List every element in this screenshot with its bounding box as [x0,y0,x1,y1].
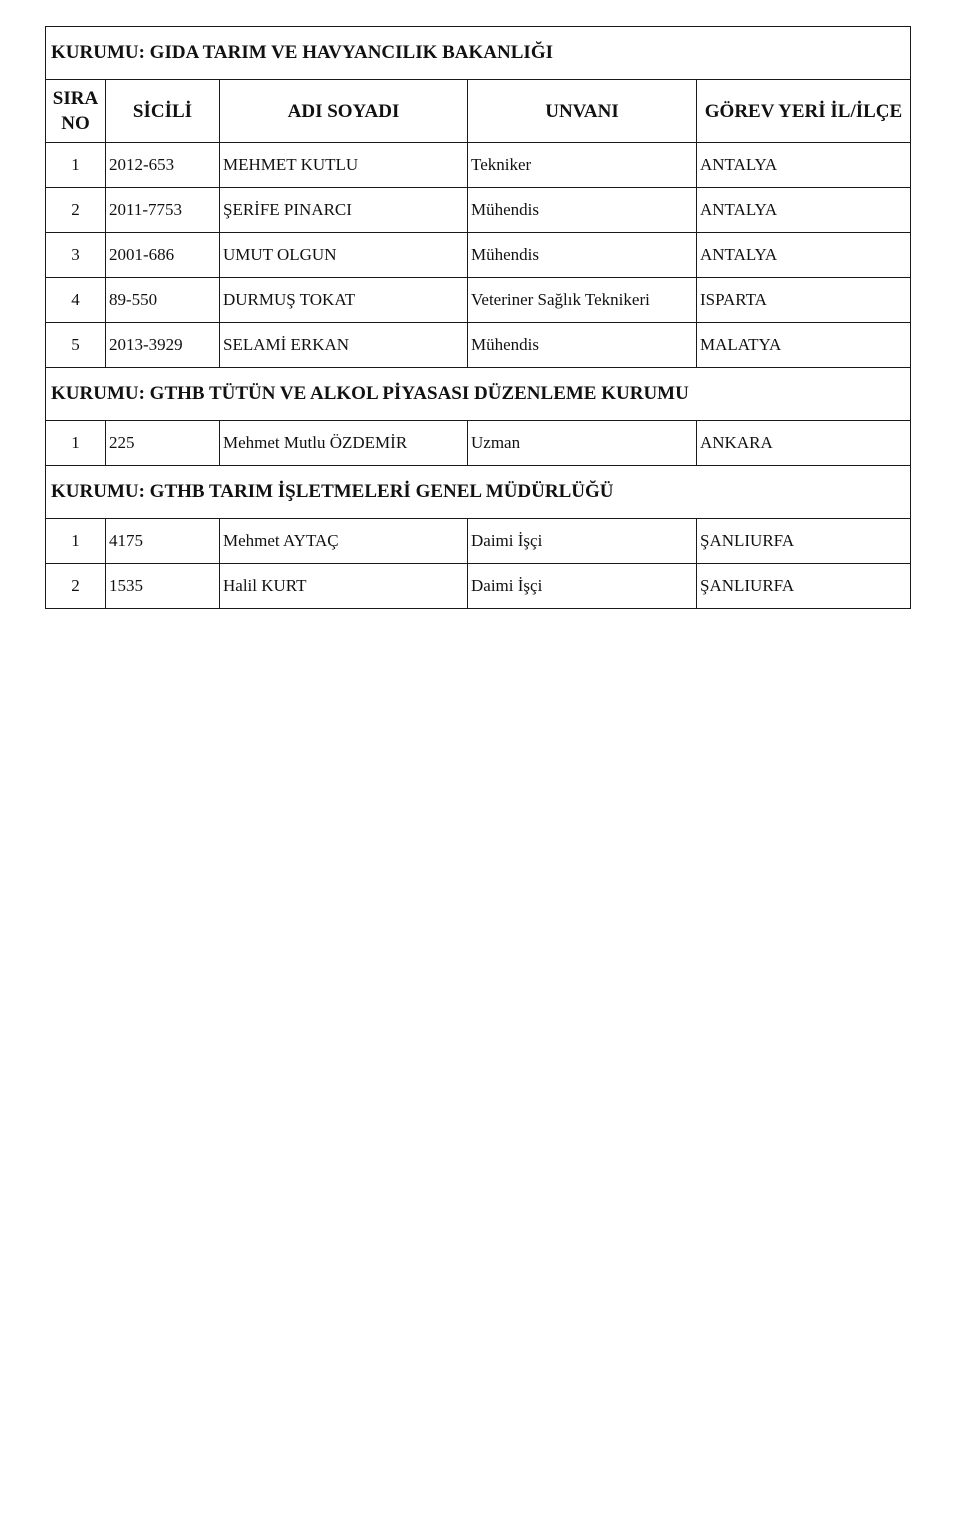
column-header-gorev-yeri: GÖREV YERİ İL/İLÇE [697,80,911,143]
column-header-unvani: UNVANI [468,80,697,143]
cell-sira-no: 1 [46,421,106,466]
cell-sicil: 225 [106,421,220,466]
cell-name: Mehmet AYTAÇ [220,519,468,564]
table-row [46,323,911,368]
cell-unvan: Daimi İşçi [468,564,697,609]
cell-sira-no: 4 [46,278,106,323]
cell-unvan: Mühendis [468,323,697,368]
cell-unvan: Uzman [468,421,697,466]
cell-unvan: Mühendis [468,188,697,233]
cell-gorev-yeri: ISPARTA [697,278,911,323]
section-header-row [46,368,911,421]
cell-unvan: Mühendis [468,233,697,278]
cell-name: MEHMET KUTLU [220,143,468,188]
table-row [46,143,911,188]
table-row [46,564,911,609]
table-row [46,421,911,466]
section-header-row [46,27,911,80]
cell-gorev-yeri: ANTALYA [697,233,911,278]
cell-gorev-yeri: ANTALYA [697,188,911,233]
section-header-row [46,466,911,519]
cell-name: UMUT OLGUN [220,233,468,278]
section-title: KURUMU: GTHB TARIM İŞLETMELERİ GENEL MÜDÜRLÜĞÜ [46,466,911,519]
cell-name: Halil KURT [220,564,468,609]
cell-sicil: 2011-7753 [106,188,220,233]
cell-sira-no: 1 [46,143,106,188]
cell-sira-no: 1 [46,519,106,564]
cell-name: Mehmet Mutlu ÖZDEMİR [220,421,468,466]
personnel-list-document [45,26,911,609]
cell-sicil: 89-550 [106,278,220,323]
cell-sicil: 2012-653 [106,143,220,188]
cell-gorev-yeri: ANTALYA [697,143,911,188]
cell-gorev-yeri: ŞANLIURFA [697,519,911,564]
column-header-row [46,80,911,143]
cell-sicil: 1535 [106,564,220,609]
cell-sira-no: 3 [46,233,106,278]
cell-name: DURMUŞ TOKAT [220,278,468,323]
section-title: KURUMU: GIDA TARIM VE HAVYANCILIK BAKANLIĞI [46,27,911,80]
cell-gorev-yeri: ANKARA [697,421,911,466]
cell-sira-no: 5 [46,323,106,368]
cell-gorev-yeri: MALATYA [697,323,911,368]
cell-unvan: Veteriner Sağlık Teknikeri [468,278,697,323]
section-title: KURUMU: GTHB TÜTÜN VE ALKOL PİYASASI DÜZENLEME KURUMU [46,368,911,421]
column-header-adi-soyadi: ADI SOYADI [220,80,468,143]
column-header-sira-no: SIRA NO [46,80,106,143]
cell-sira-no: 2 [46,564,106,609]
cell-name: SELAMİ ERKAN [220,323,468,368]
cell-name: ŞERİFE PINARCI [220,188,468,233]
cell-gorev-yeri: ŞANLIURFA [697,564,911,609]
table-row [46,278,911,323]
cell-sicil: 2013-3929 [106,323,220,368]
table-row [46,519,911,564]
table-row [46,188,911,233]
table-row [46,233,911,278]
personnel-table [45,26,911,609]
cell-unvan: Daimi İşçi [468,519,697,564]
cell-sira-no: 2 [46,188,106,233]
cell-unvan: Tekniker [468,143,697,188]
cell-sicil: 4175 [106,519,220,564]
cell-sicil: 2001-686 [106,233,220,278]
column-header-sicili: SİCİLİ [106,80,220,143]
